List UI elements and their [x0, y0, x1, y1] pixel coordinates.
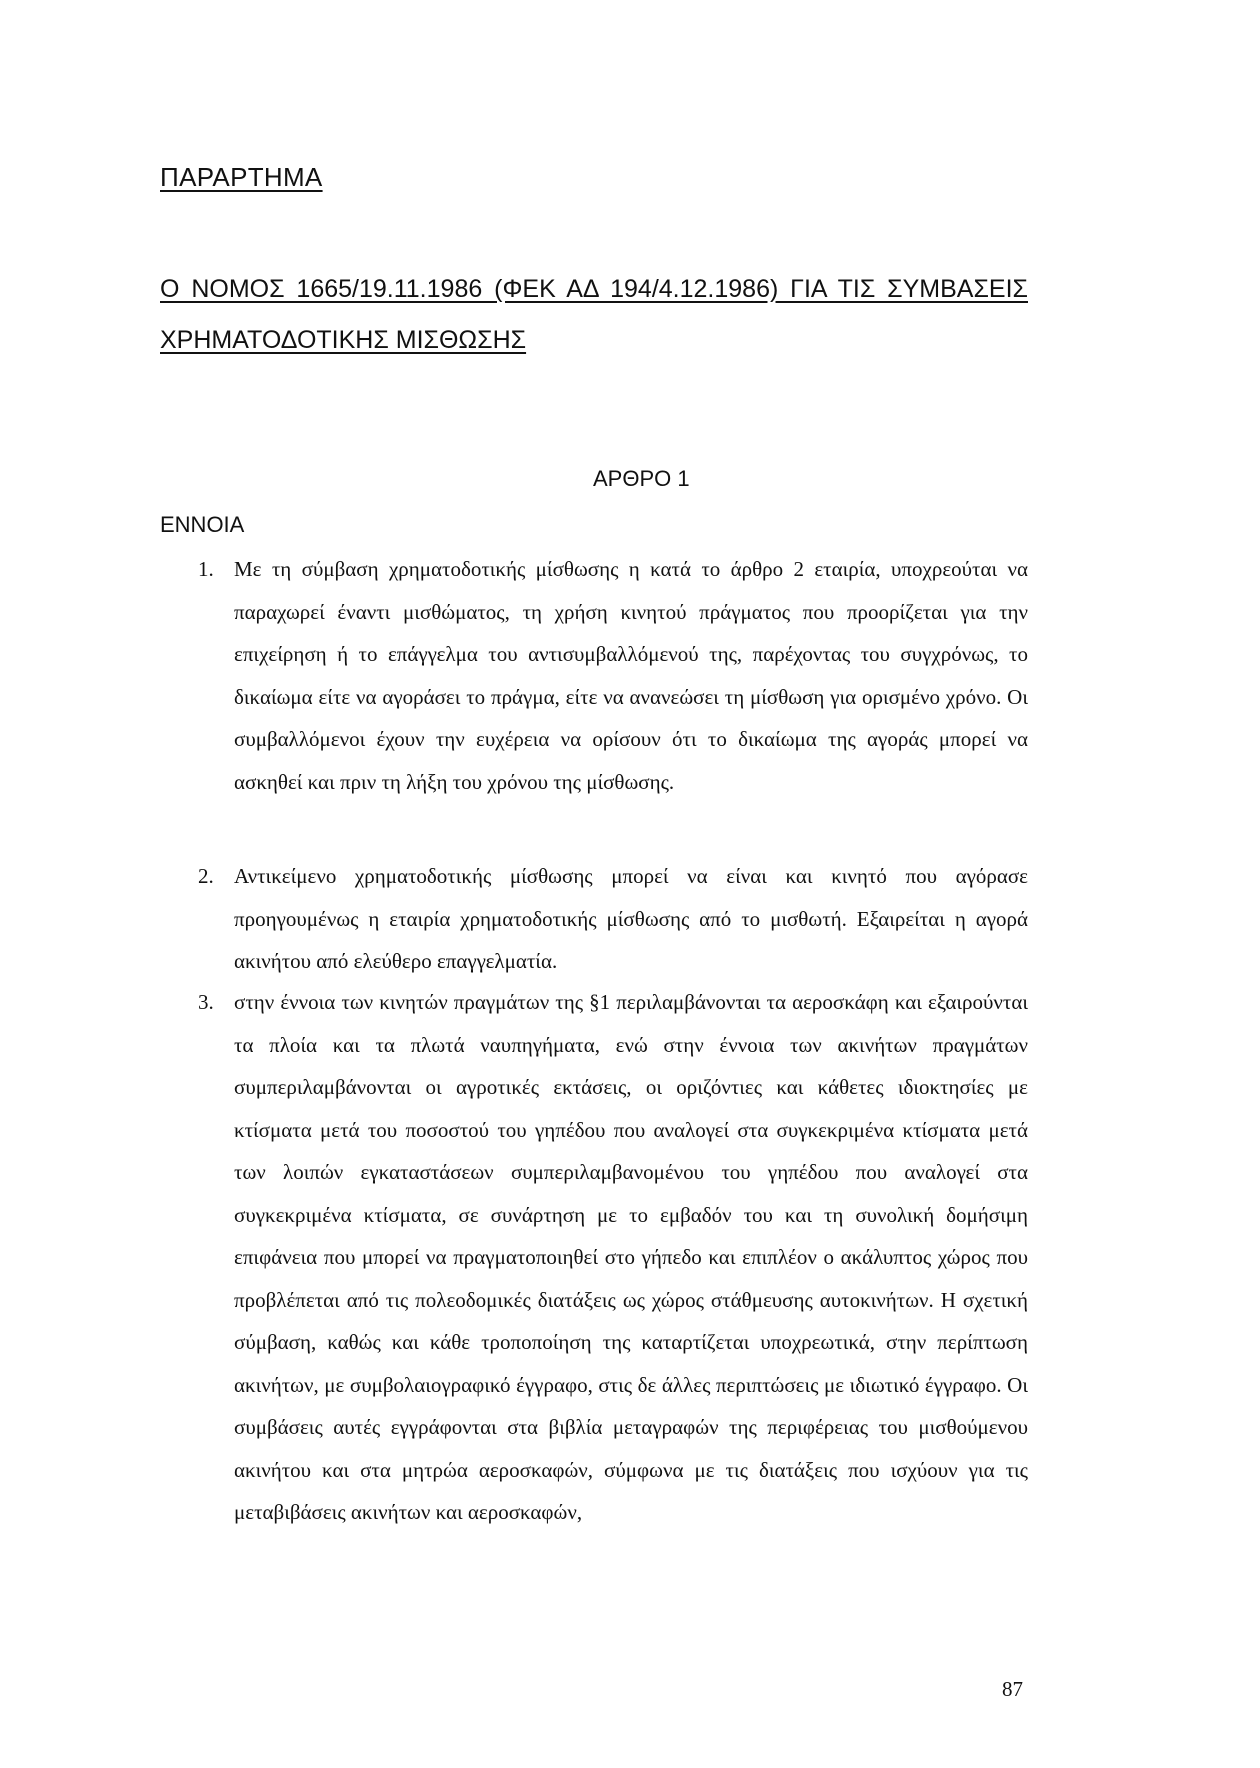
paragraph-number: 3. — [198, 990, 214, 1014]
paragraph-number: 2. — [198, 864, 214, 888]
paragraph-number: 1. — [198, 557, 214, 581]
paragraph-text: στην έννοια των κινητών πραγμάτων της §1 περιλαμβάνονται τα αεροσκάφη και εξαιρούνται τα πλοία και τα πλωτά ναυπηγήματα, ενώ στην έννοια των ακινήτων πραγμάτων συμπεριλαμβάνονται οι αγροτικές εκτάσεις, οι οριζόντιες και κάθετες ιδιοκτησίες με κτίσματα μετά του ποσοστού του γηπέδου που αναλογεί στα συγκεκριμένα κτίσματα μετά των λοιπών εγκαταστάσεων συμπεριλαμβανομένου του γηπέδου που αναλογεί στα συγκεκριμένα κτίσματα, σε συνάρτηση με το εμβαδόν του και τη συνολική δομήσιμη επιφάνεια που μπορεί να πραγματοποιηθεί στο γήπεδο και επιπλέον ο ακάλυπτος χώρος που προβλέπεται από τις πολεοδομικές διατάξεις ως χώρος στάθμευσης αυτοκινήτων. Η σχετική σύμβαση, καθώς και κάθε τροποποίηση της καταρτίζεται υποχρεωτικά, στην περίπτωση ακινήτων, με συμβολαιογραφικό έγγραφο, στις δε άλλες περιπτώσεις με ιδιωτικό έγγραφο. Οι συμβάσεις αυτές εγγράφονται στα βιβλία μεταγραφών της περιφέρειας του μισθούμενου ακινήτου και στα μητρώα αεροσκαφών, σύμφωνα με τις διατάξεις που ισχύουν για τις μεταβιβάσεις ακινήτων και αεροσκαφών, — [234, 990, 1028, 1524]
article-heading: ΑΡΘΡΟ 1 — [593, 466, 690, 491]
page-number: 87 — [1002, 1677, 1023, 1701]
appendix-title: ΠΑΡΑΡΤΗΜΑ — [160, 162, 323, 192]
paragraph-2 — [198, 855, 1028, 983]
section-heading: ΕΝΝΟΙΑ — [160, 512, 245, 537]
paragraph-1 — [198, 548, 1028, 803]
paragraph-text: Αντικείμενο χρηματοδοτικής μίσθωσης μπορεί να είναι και κινητό που αγόρασε προηγουμένως η εταιρία χρηματοδοτικής μίσθωσης από το μισθωτή. Εξαιρείται η αγορά ακινήτου από ελεύθερο επαγγελματία. — [234, 864, 1028, 973]
law-title: Ο ΝΟΜΟΣ 1665/19.11.1986 (ΦΕΚ ΑΔ 194/4.12.1986) ΓΙΑ ΤΙΣ ΣΥΜΒΑΣΕΙΣ ΧΡΗΜΑΤΟΔΟΤΙΚΗΣ ΜΙΣΘΩΣΗΣ — [160, 275, 1028, 354]
paragraph-text: Με τη σύμβαση χρηματοδοτικής μίσθωσης η κατά το άρθρο 2 εταιρία, υποχρεούται να παραχωρεί έναντι μισθώματος, τη χρήση κινητού πράγματος που προορίζεται για την επιχείρηση ή το επάγγελμα του αντισυμβαλλόμενού της, παρέχοντας του συγχρόνως, το δικαίωμα είτε να αγοράσει το πράγμα, είτε να ανανεώσει τη μίσθωση για ορισμένο χρόνο. Οι συμβαλλόμενοι έχουν την ευχέρεια να ορίσουν ότι το δικαίωμα της αγοράς μπορεί να ασκηθεί και πριν τη λήξη του χρόνου της μίσθωσης. — [234, 557, 1028, 794]
paragraph-3 — [198, 981, 1028, 1534]
